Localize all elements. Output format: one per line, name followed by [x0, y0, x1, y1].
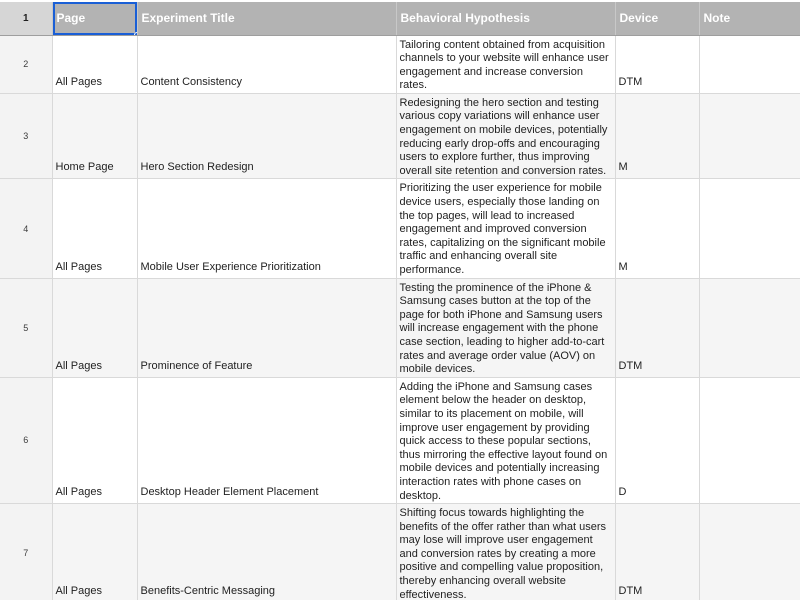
table-row	[0, 504, 800, 600]
cell-experiment-title[interactable]: Hero Section Redesign	[137, 93, 396, 179]
table-row	[0, 179, 800, 278]
cell-device[interactable]: D	[615, 377, 699, 503]
cell-note[interactable]	[699, 377, 800, 503]
cell-device[interactable]: DTM	[615, 35, 699, 93]
cell-behavioral-hypothesis[interactable]: Prioritizing the user experience for mobile device users, especially those landing on the top pages, will lead to increased engagement and improved conversion rates, capitalizing on the significant mobile traffic and enhancing overall site performance.	[396, 179, 615, 278]
cell-page[interactable]: Home Page	[52, 93, 137, 179]
cell-note[interactable]	[699, 278, 800, 377]
data-table	[0, 2, 800, 600]
cell-behavioral-hypothesis[interactable]: Testing the prominence of the iPhone & Samsung cases button at the top of the page for both iPhone and Samsung users will increase engagement with the phone case section, leading to higher add-to-cart rates and average order value (AOV) on mobile devices.	[396, 278, 615, 377]
cell-page[interactable]: All Pages	[52, 179, 137, 278]
header-cell-device[interactable]: Device	[615, 2, 699, 35]
cell-experiment-title[interactable]: Desktop Header Element Placement	[137, 377, 396, 503]
cell-experiment-title[interactable]: Mobile User Experience Prioritization	[137, 179, 396, 278]
cell-device[interactable]: DTM	[615, 504, 699, 600]
cell-experiment-title[interactable]: Benefits-Centric Messaging	[137, 504, 396, 600]
row-number[interactable]: 3	[0, 93, 52, 179]
cell-note[interactable]	[699, 179, 800, 278]
header-cell-experiment-title[interactable]: Experiment Title	[137, 2, 396, 35]
header-cell-note[interactable]: Note	[699, 2, 800, 35]
cell-experiment-title[interactable]: Prominence of Feature	[137, 278, 396, 377]
cell-note[interactable]	[699, 93, 800, 179]
row-number[interactable]: 5	[0, 278, 52, 377]
table-row	[0, 93, 800, 179]
table-row	[0, 278, 800, 377]
cell-behavioral-hypothesis[interactable]: Adding the iPhone and Samsung cases element below the header on desktop, similar to its placement on mobile, will improve user engagement by providing quick access to these popular sections, thus mirroring the effective layout found on mobile devices and potentially increasing interaction rates with phone cases on desktop.	[396, 377, 615, 503]
table-row	[0, 35, 800, 93]
cell-behavioral-hypothesis[interactable]: Redesigning the hero section and testing various copy variations will enhance user engagement on mobile devices, potentially reducing early drop-offs and encouraging users to explore further, thus improving overall site retention and conversion rates.	[396, 93, 615, 179]
table-row	[0, 377, 800, 503]
cell-behavioral-hypothesis[interactable]: Shifting focus towards highlighting the benefits of the offer rather than what users may lose will improve user engagement and conversion rates by creating a more positive and compelling value proposition, thereby enhancing overall website effectiveness.	[396, 504, 615, 600]
row-number[interactable]: 6	[0, 377, 52, 503]
cell-note[interactable]	[699, 35, 800, 93]
fill-handle[interactable]	[134, 32, 138, 36]
cell-device[interactable]: DTM	[615, 278, 699, 377]
header-cell-behavioral-hypothesis[interactable]: Behavioral Hypothesis	[396, 2, 615, 35]
header-label: Page	[56, 11, 86, 26]
header-cell-page[interactable]	[52, 2, 137, 35]
cell-page[interactable]: All Pages	[52, 504, 137, 600]
row-number[interactable]: 7	[0, 504, 52, 600]
row-number[interactable]: 4	[0, 179, 52, 278]
header-row	[0, 2, 800, 35]
cell-note[interactable]	[699, 504, 800, 600]
cell-behavioral-hypothesis[interactable]: Tailoring content obtained from acquisition channels to your website will enhance user engagement and increase conversion rates.	[396, 35, 615, 93]
cell-page[interactable]: All Pages	[52, 278, 137, 377]
cell-device[interactable]: M	[615, 179, 699, 278]
row-number[interactable]: 1	[0, 2, 52, 35]
row-number[interactable]: 2	[0, 35, 52, 93]
cell-page[interactable]: All Pages	[52, 377, 137, 503]
cell-device[interactable]: M	[615, 93, 699, 179]
cell-experiment-title[interactable]: Content Consistency	[137, 35, 396, 93]
cell-page[interactable]: All Pages	[52, 35, 137, 93]
